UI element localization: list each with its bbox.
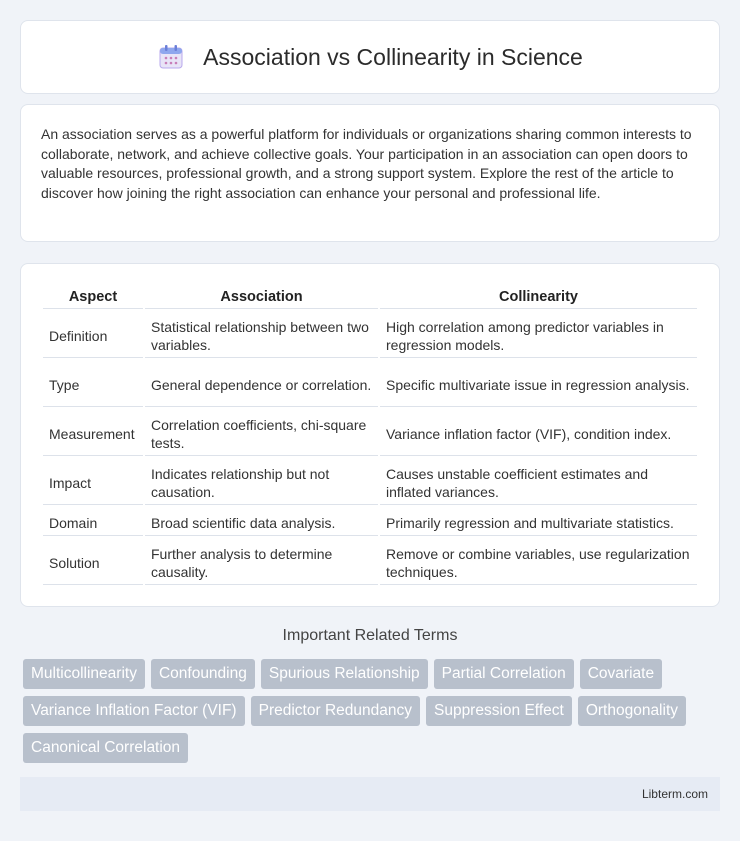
header-aspect: Aspect	[43, 286, 143, 309]
term-tag[interactable]: Confounding	[151, 659, 255, 689]
page-title: Association vs Collinearity in Science	[203, 43, 583, 70]
cell-collinearity: Causes unstable coefficient estimates and inflated variances.	[380, 458, 697, 505]
header-association: Association	[145, 286, 378, 309]
calendar-icon	[157, 43, 185, 71]
related-terms-list	[23, 659, 723, 763]
cell-association: Correlation coefficients, chi-square tests.	[145, 409, 378, 456]
term-tag[interactable]: Canonical Correlation	[23, 733, 188, 763]
term-tag[interactable]: Variance Inflation Factor (VIF)	[23, 696, 245, 726]
cell-aspect: Definition	[43, 311, 143, 358]
cell-aspect: Impact	[43, 458, 143, 505]
footer	[20, 777, 720, 811]
intro-text: An association serves as a powerful platform for individuals or organizations sharing common interests to collaborate, network, and achieve collective goals. Your participation in an association can open doors to valuable resources, professional growth, and a strong support system. Explore the rest of the article to discover how joining the right association can enhance your personal and professional life.	[41, 126, 692, 201]
table-row	[43, 360, 697, 407]
cell-aspect: Domain	[43, 507, 143, 536]
term-tag[interactable]: Partial Correlation	[434, 659, 574, 689]
term-tag[interactable]: Spurious Relationship	[261, 659, 428, 689]
cell-association: Statistical relationship between two variables.	[145, 311, 378, 358]
cell-association: Broad scientific data analysis.	[145, 507, 378, 536]
table-row	[43, 538, 697, 585]
term-tag[interactable]: Orthogonality	[578, 696, 686, 726]
term-tag[interactable]: Covariate	[580, 659, 662, 689]
table-header-row	[43, 286, 697, 309]
cell-association: Further analysis to determine causality.	[145, 538, 378, 585]
term-tag[interactable]: Predictor Redundancy	[251, 696, 420, 726]
table-row	[43, 409, 697, 456]
header-card	[20, 20, 720, 94]
header-collinearity: Collinearity	[380, 286, 697, 309]
cell-association: Indicates relationship but not causation.	[145, 458, 378, 505]
term-tag[interactable]: Suppression Effect	[426, 696, 572, 726]
cell-collinearity: High correlation among predictor variables in regression models.	[380, 311, 697, 358]
cell-association: General dependence or correlation.	[145, 360, 378, 407]
term-tag[interactable]: Multicollinearity	[23, 659, 145, 689]
related-terms-title: Important Related Terms	[282, 627, 458, 644]
cell-collinearity: Remove or combine variables, use regularization techniques.	[380, 538, 697, 585]
cell-aspect: Type	[43, 360, 143, 407]
table-row	[43, 458, 697, 505]
cell-collinearity: Primarily regression and multivariate statistics.	[380, 507, 697, 536]
cell-aspect: Measurement	[43, 409, 143, 456]
table-row	[43, 507, 697, 536]
cell-aspect: Solution	[43, 538, 143, 585]
footer-link[interactable]: Libterm.com	[641, 787, 708, 801]
title-wrap	[157, 43, 583, 71]
cell-collinearity: Specific multivariate issue in regression analysis.	[380, 360, 697, 407]
comparison-table	[41, 284, 699, 587]
table-row	[43, 311, 697, 358]
intro-card	[20, 104, 720, 242]
comparison-table-card	[20, 263, 720, 607]
cell-collinearity: Variance inflation factor (VIF), condition index.	[380, 409, 697, 456]
